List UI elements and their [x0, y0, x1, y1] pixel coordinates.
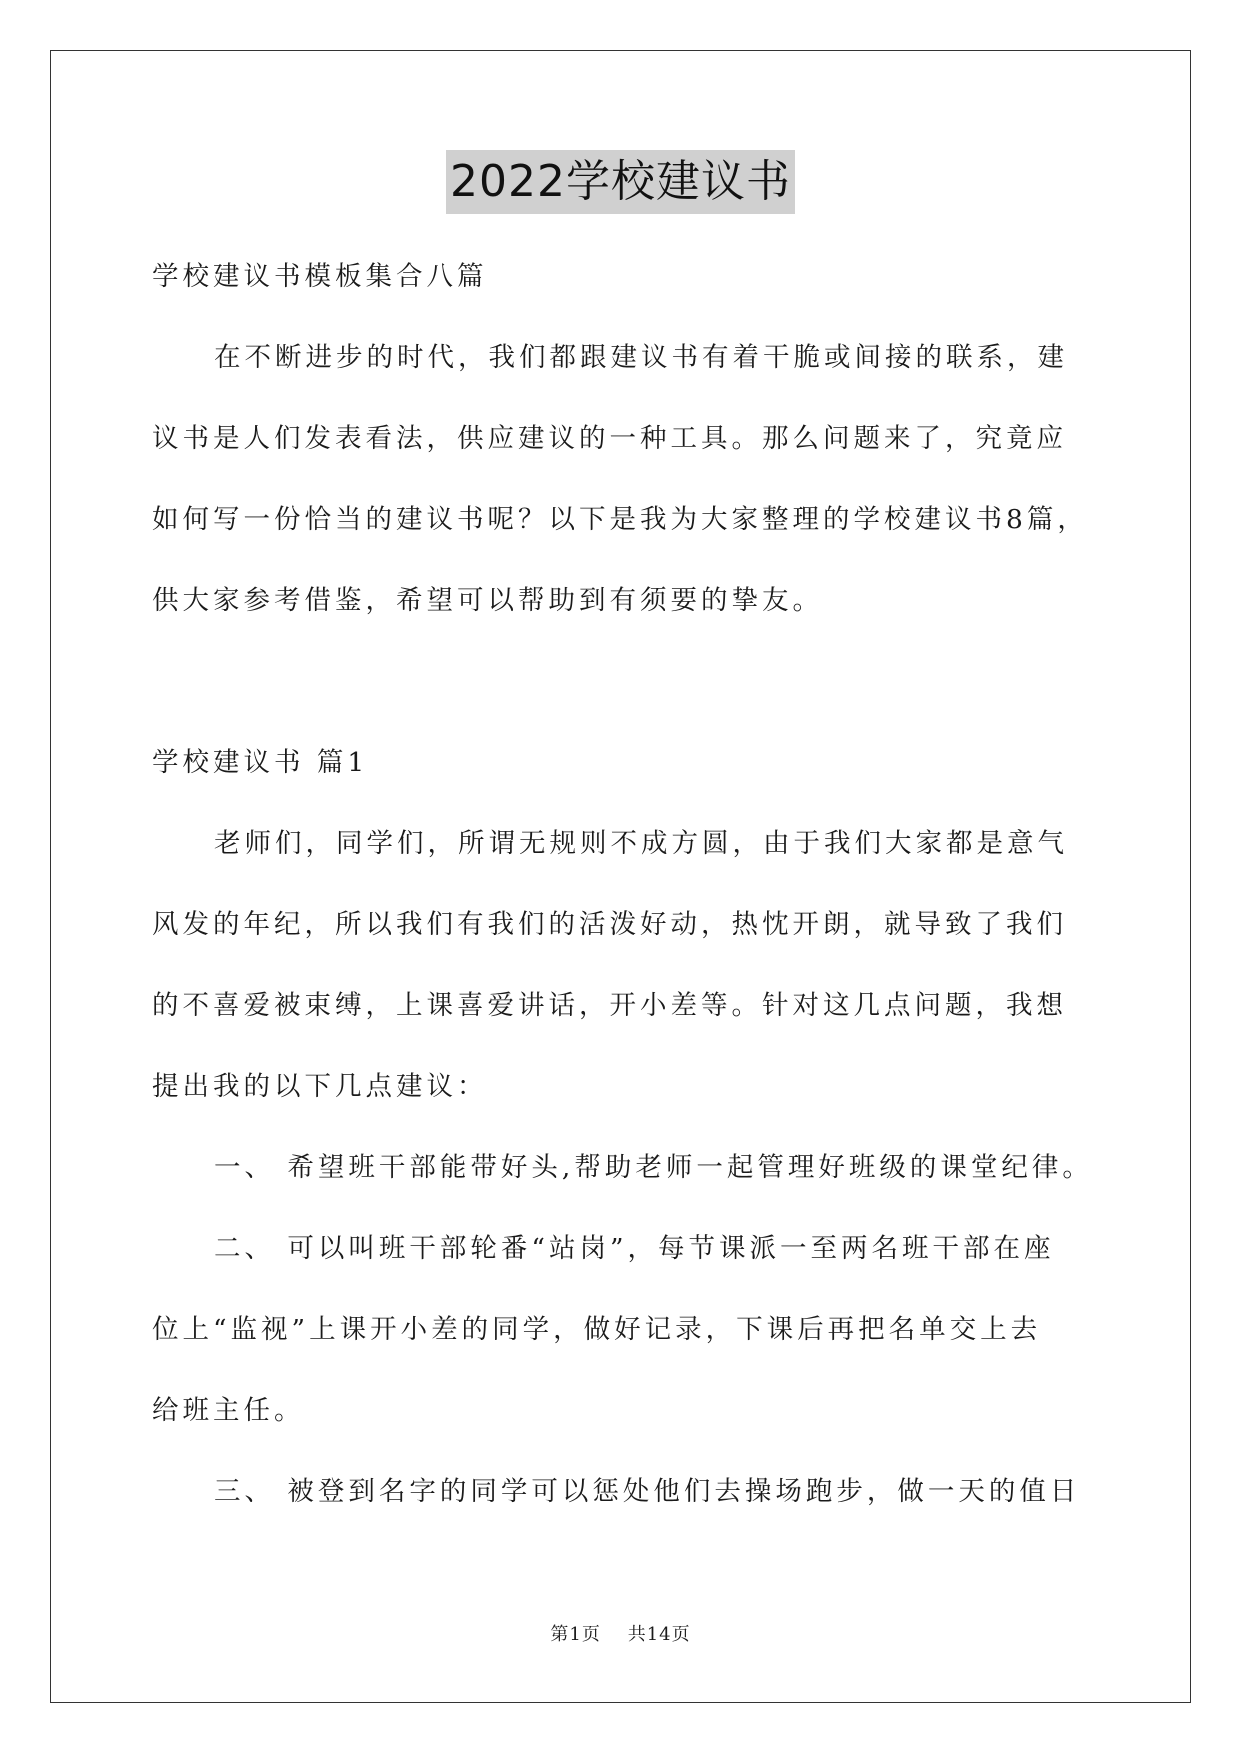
list-item: 一、 希望班干部能带好头,帮助老师一起管理好班级的课堂纪律。: [214, 1152, 1093, 1183]
paragraph-line: 风发的年纪，所以我们有我们的活泼好动，热忱开朗，就导致了我们: [152, 909, 1067, 940]
paragraph-line: 如何写一份恰当的建议书呢？以下是我为大家整理的学校建议书8篇，: [152, 504, 1088, 535]
paragraph-line: 老师们，同学们，所谓无规则不成方圆，由于我们大家都是意气: [214, 828, 1068, 859]
list-item: 二、 可以叫班干部轮番“站岗”，每节课派一至两名班干部在座: [214, 1233, 1055, 1264]
paragraph-line: 给班主任。: [152, 1395, 305, 1426]
document-title: 2022学校建议书: [446, 150, 795, 214]
page-number: 第1页: [550, 1624, 601, 1645]
section-heading: 学校建议书 篇1: [152, 747, 369, 778]
intro-heading: 学校建议书模板集合八篇: [152, 261, 488, 292]
list-item: 三、 被登到名字的同学可以惩处他们去操场跑步，做一天的值日: [214, 1476, 1081, 1507]
paragraph-line: 位上“监视”上课开小差的同学，做好记录，下课后再把名单交上去: [152, 1314, 1042, 1345]
paragraph-line: 的不喜爱被束缚，上课喜爱讲话，开小差等。针对这几点问题，我想: [152, 990, 1067, 1021]
paragraph-line: 议书是人们发表看法，供应建议的一种工具。那么问题来了，究竟应: [152, 423, 1067, 454]
footer-spacer: [601, 1624, 628, 1645]
page-total: 共14页: [627, 1624, 691, 1645]
paragraph-line: 在不断进步的时代，我们都跟建议书有着干脆或间接的联系，建: [214, 342, 1068, 373]
section-gap: [152, 641, 1092, 722]
page-footer: [0, 1620, 1241, 1646]
document-body: [152, 236, 1092, 1532]
paragraph-line: 供大家参考借鉴，希望可以帮助到有须要的挚友。: [152, 585, 823, 616]
title-wrap: [0, 150, 1241, 214]
paragraph-line: 提出我的以下几点建议：: [152, 1071, 488, 1102]
